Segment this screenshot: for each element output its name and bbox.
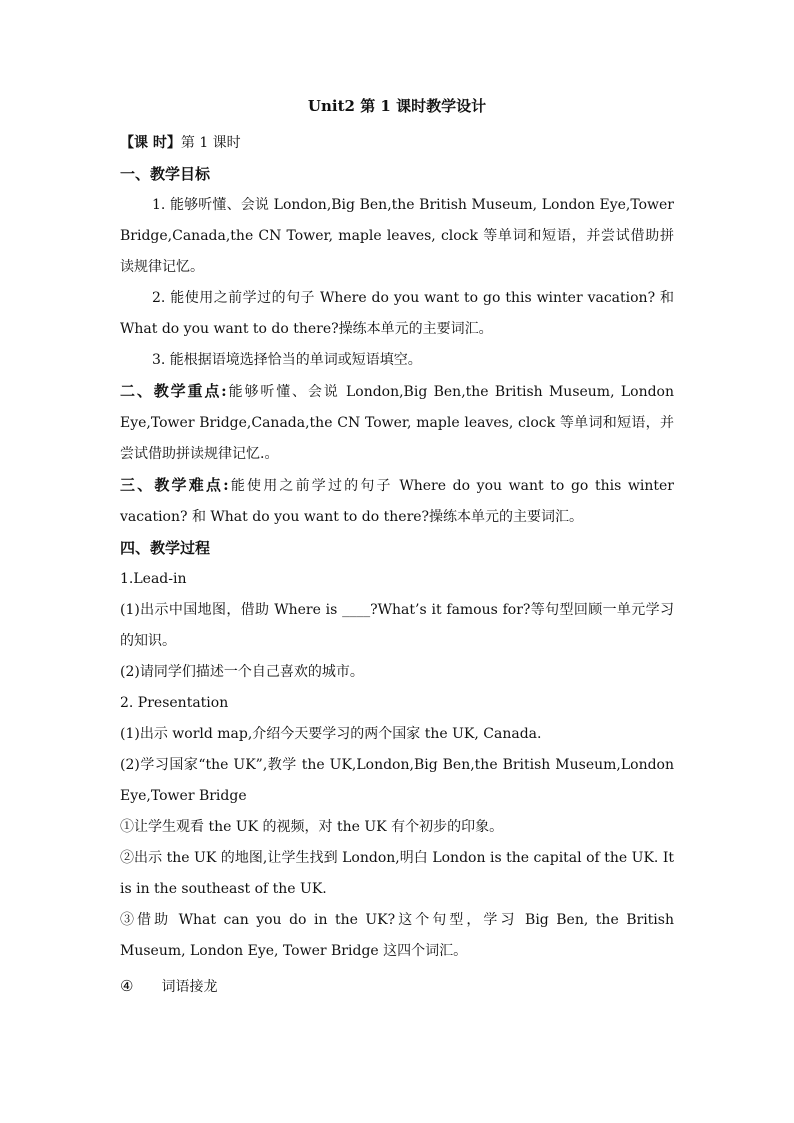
objectives-heading: 一、教学目标 (120, 165, 211, 183)
step-4-text: 词语接龙 (161, 979, 218, 995)
difficulties-heading: 三、教学难点: (120, 476, 229, 494)
presentation-step-4 (120, 971, 674, 1003)
lesson-row (120, 128, 674, 159)
objective-item-3: 3. 能根据语境选择恰当的单词或短语填空。 (152, 352, 422, 368)
difficulties-text: 能使用之前学过的句子 Where do you want to go this winter vacation? 和 What do you want to do there?操练本单元的主要词汇。 (120, 478, 674, 525)
lead-in-item-2: (2)请同学们描述一个自己喜欢的城市。 (120, 664, 364, 680)
difficulties-paragraph (120, 470, 674, 533)
process-heading: 四、教学过程 (120, 539, 211, 557)
document-title: Unit2 第 1 课时教学设计 (307, 97, 487, 115)
key-points-heading: 二、教学重点: (120, 382, 227, 400)
presentation-step-3: ③借助 What can you do in the UK?这个句型，学习 Big Ben, the British Museum, London Eye, Tower Bridge 这四个词汇。 (120, 912, 674, 959)
presentation-label: 2. Presentation (120, 695, 229, 711)
key-points-paragraph (120, 376, 674, 470)
objective-item-2: 2. 能使用之前学过的句子 Where do you want to go this winter vacation? 和 What do you want to do there?操练本单元的主要词汇。 (120, 290, 674, 337)
presentation-step-1: ①让学生观看 the UK 的视频，对 the UK 有个初步的印象。 (120, 819, 504, 835)
presentation-step-2: ②出示 the UK 的地图,让学生找到 London,明白 London is the capital of the UK. It is in the southeast of the UK. (120, 850, 674, 897)
presentation-item-1: (1)出示 world map,介绍今天要学习的两个国家 the UK, Canada. (120, 726, 542, 742)
step-4-marker: ④ (120, 977, 134, 995)
lesson-value: 第 1 课时 (180, 135, 241, 151)
objective-item-1: 1. 能够听懂、会说 London,Big Ben,the British Museum, London Eye,Tower Bridge,Canada,the CN Tower, maple leaves, clock 等单词和短语，并尝试借助拼读规律记忆。 (120, 197, 674, 275)
lead-in-item-1: (1)出示中国地图，借助 Where is ____?What’s it famous for?等句型回顾一单元学习的知识。 (120, 602, 674, 649)
document-page (120, 96, 674, 1003)
key-points-text: 能够听懂、会说 London,Big Ben,the British Museum, London Eye,Tower Bridge,Canada,the CN Tower, maple leaves, clock 等单词和短语，并尝试借助拼读规律记忆.。 (120, 384, 674, 462)
lesson-label: 【课 时】 (120, 135, 181, 151)
lead-in-label: 1.Lead-in (120, 571, 187, 587)
presentation-item-2: (2)学习国家“the UK”,教学 the UK,London,Big Ben,the British Museum,London Eye,Tower Bridge (120, 757, 674, 804)
